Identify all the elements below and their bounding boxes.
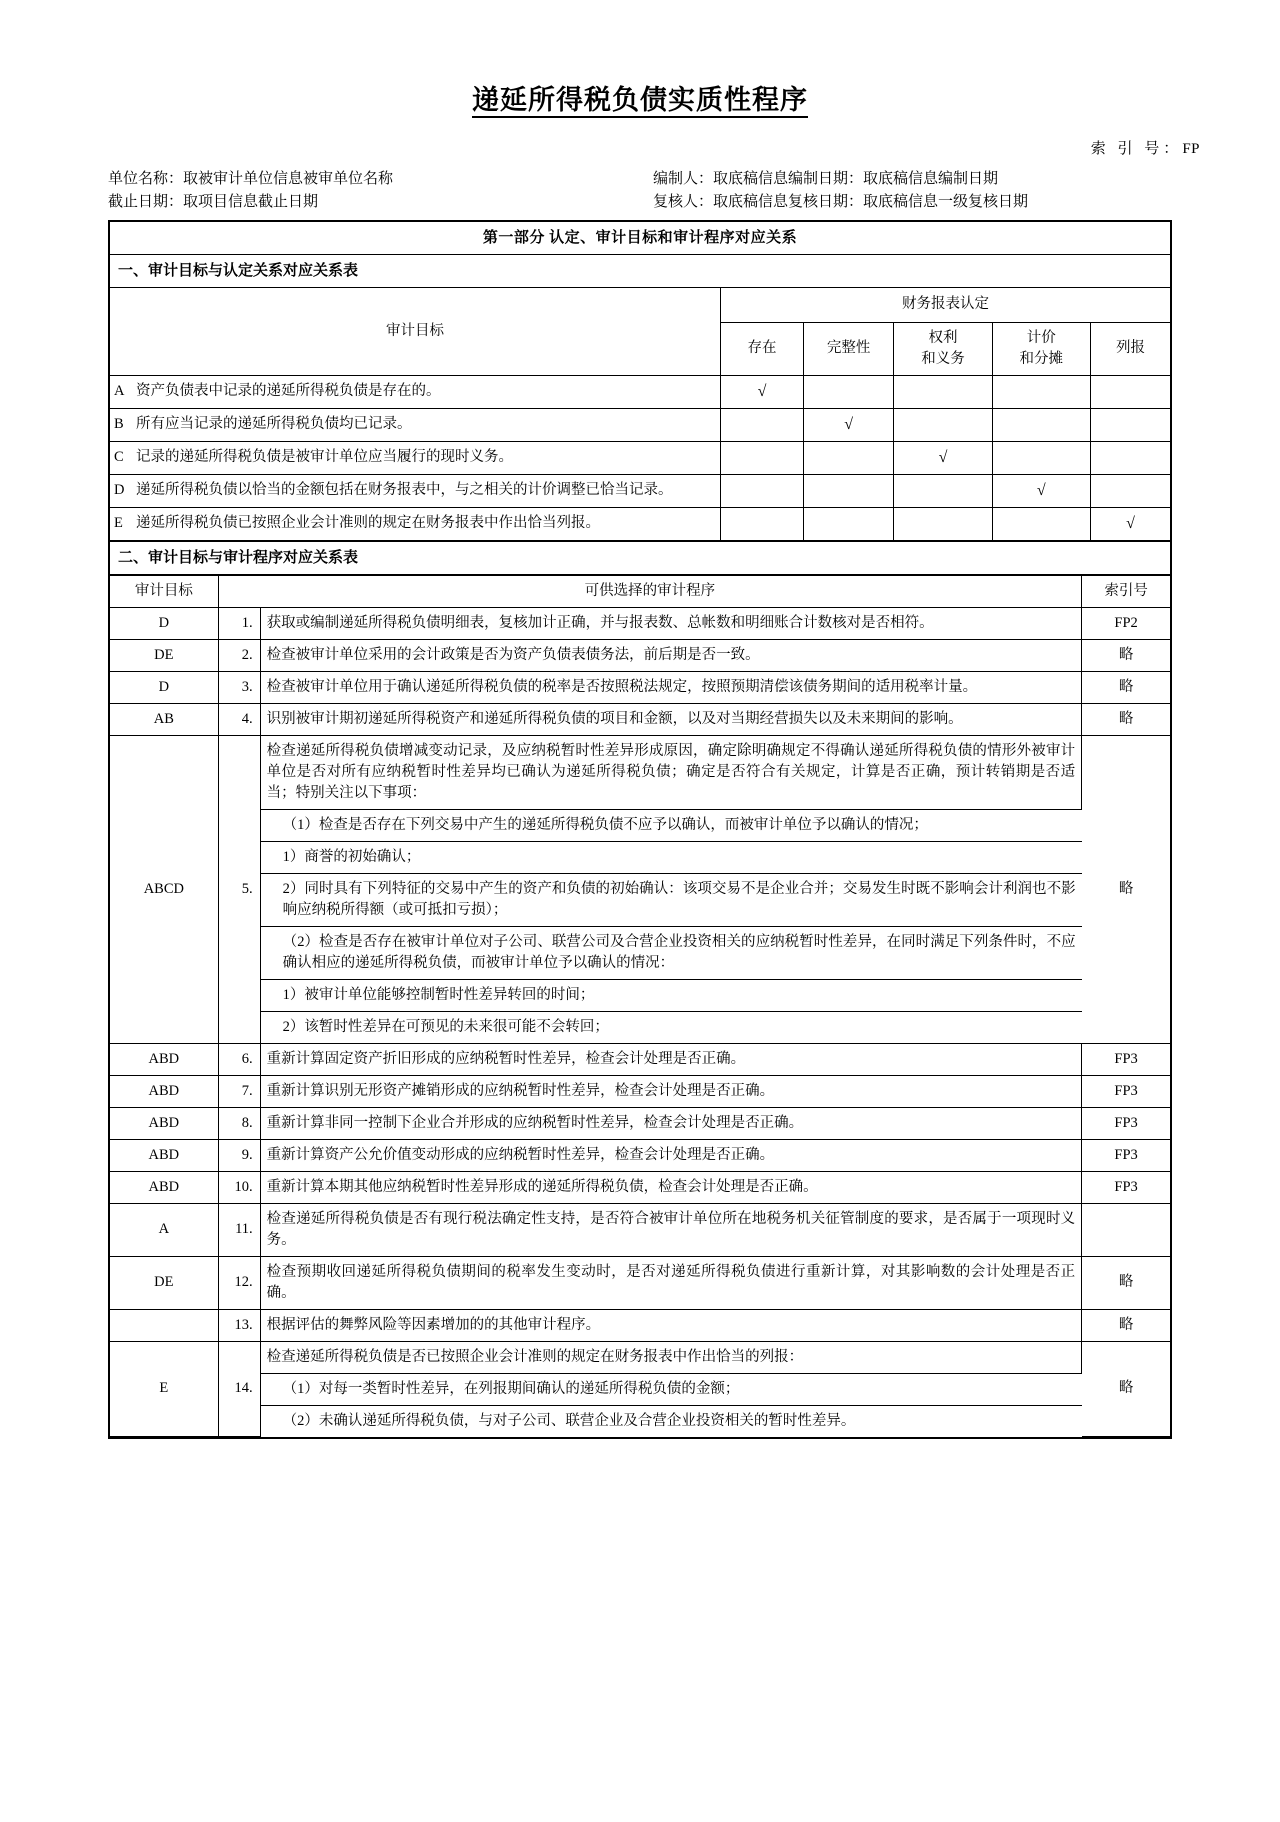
assertion-mark-E-5 — [1090, 507, 1170, 540]
procedure-number: 2. — [218, 639, 260, 671]
table2-header-row — [110, 575, 1170, 607]
objective-B — [110, 408, 721, 441]
assertion-mark-A-1 — [721, 375, 804, 408]
procedure-number: 14. — [218, 1341, 260, 1437]
procedure-text: 检查被审计单位采用的会计政策是否为资产负债表债务法，前后期是否一致。 — [260, 639, 1082, 671]
objectives-assertions-table — [110, 288, 1170, 541]
assertion-mark-A-2 — [803, 375, 894, 408]
objective-text: 记录的递延所得税负债是被审计单位应当履行的现时义务。 — [136, 449, 513, 465]
objective-text: 资产负债表中记录的递延所得税负债是存在的。 — [136, 383, 441, 399]
procedure-text: 根据评估的舞弊风险等因素增加的的其他审计程序。 — [260, 1309, 1082, 1341]
table-row — [110, 441, 1170, 474]
table-row — [110, 1171, 1170, 1203]
procedure-number: 12. — [218, 1256, 260, 1309]
objective-letter: B — [114, 416, 124, 432]
check-icon: √ — [1036, 481, 1046, 499]
index-number — [0, 137, 1280, 158]
assertion-column-1: 存在 — [721, 322, 804, 375]
assertion-mark-E-3 — [894, 507, 992, 540]
table-row — [110, 375, 1170, 408]
check-icon: √ — [1126, 514, 1135, 532]
procedure-text: 检查递延所得税负债是否有现行税法确定性支持，是否符合被审计单位所在地税务机关征管制度的要求，是否属于一项现时义务。 — [260, 1203, 1082, 1256]
table-subrow — [110, 926, 1170, 979]
index-label: 索 引 号： — [1090, 141, 1183, 157]
page-title: 递延所得税负债实质性程序 — [472, 85, 808, 115]
unit-name-value: 取被审计单位信息被审单位名称 — [183, 171, 394, 187]
procedure-number: 1. — [218, 607, 260, 639]
objective-C — [110, 441, 721, 474]
procedure-number: 9. — [218, 1139, 260, 1171]
objective-letter: E — [114, 515, 123, 531]
table-subrow — [110, 809, 1170, 841]
objective-text: 所有应当记录的递延所得税负债均已记录。 — [136, 416, 412, 432]
check-icon: √ — [844, 415, 854, 433]
procedure-goal: ABD — [110, 1139, 218, 1171]
procedure-number: 5. — [218, 735, 260, 1043]
procedure-index: FP3 — [1082, 1171, 1170, 1203]
procedure-index: FP3 — [1082, 1139, 1170, 1171]
assertion-mark-E-1 — [721, 507, 804, 540]
reviewer-info: 复核人：取底稿信息复核日期：取底稿信息一级复核日期 — [653, 194, 1029, 210]
procedure-number: 7. — [218, 1075, 260, 1107]
table-subrow — [110, 1373, 1170, 1405]
procedure-index: 略 — [1082, 1341, 1170, 1437]
table-row — [110, 639, 1170, 671]
procedure-text: 重新计算非同一控制下企业合并形成的应纳税暂时性差异，检查会计处理是否正确。 — [260, 1107, 1082, 1139]
assertion-column-3: 权利 和义务 — [894, 322, 992, 375]
procedure-number: 10. — [218, 1171, 260, 1203]
assertion-mark-B-3 — [894, 408, 992, 441]
table-subrow — [110, 1011, 1170, 1043]
cutoff-date-value: 取项目信息截止日期 — [183, 194, 319, 210]
procedure-subtext: 1）商誉的初始确认； — [260, 841, 1082, 873]
objectives-procedures-table — [110, 575, 1170, 1438]
assertion-column-2: 完整性 — [803, 322, 894, 375]
procedure-goal: E — [110, 1341, 218, 1437]
assertion-mark-C-5 — [1090, 441, 1170, 474]
unit-name — [108, 168, 653, 191]
table-row — [110, 607, 1170, 639]
assertion-mark-A-3 — [894, 375, 992, 408]
procedure-index: 略 — [1082, 1309, 1170, 1341]
index-value: FP — [1182, 141, 1200, 157]
procedure-goal: DE — [110, 639, 218, 671]
table-row — [110, 1075, 1170, 1107]
assertion-mark-B-1 — [721, 408, 804, 441]
table-subrow — [110, 1405, 1170, 1437]
table-row — [110, 408, 1170, 441]
procedure-subtext: 1）被审计单位能够控制暂时性差异转回的时间； — [260, 979, 1082, 1011]
assertion-mark-A-5 — [1090, 375, 1170, 408]
objective-letter: D — [114, 482, 125, 498]
objective-text: 递延所得税负债已按照企业会计准则的规定在财务报表中作出恰当列报。 — [136, 515, 600, 531]
table-row — [110, 507, 1170, 540]
procedure-text: 检查递延所得税负债增减变动记录，及应纳税暂时性差异形成原因，确定除明确规定不得确认递延所得税负债的情形外被审计单位是否对所有应纳税暂时性差异均已确认为递延所得税负债；确定是否符合有关规定，计算是否正确，预计转销期是否适当；特别关注以下事项： — [260, 735, 1082, 809]
table-row — [110, 1256, 1170, 1309]
procedure-index: 略 — [1082, 1256, 1170, 1309]
procedure-header: 可供选择的审计程序 — [218, 575, 1081, 607]
procedure-index: FP3 — [1082, 1075, 1170, 1107]
objective-text: 递延所得税负债以恰当的金额包括在财务报表中，与之相关的计价调整已恰当记录。 — [136, 482, 673, 498]
cutoff-date — [108, 191, 653, 214]
table-row — [110, 671, 1170, 703]
assertion-mark-E-4 — [992, 507, 1090, 540]
goal-header: 审计目标 — [110, 575, 218, 607]
assertion-mark-E-2 — [803, 507, 894, 540]
procedure-text: 获取或编制递延所得税负债明细表，复核加计正确，并与报表数、总帐数和明细账合计数核对是否相符。 — [260, 607, 1082, 639]
procedure-goal — [110, 1309, 218, 1341]
assertion-mark-B-2 — [803, 408, 894, 441]
procedure-goal: A — [110, 1203, 218, 1256]
objective-letter: C — [114, 449, 124, 465]
procedure-goal: AB — [110, 703, 218, 735]
table-row — [110, 1139, 1170, 1171]
procedure-index: FP2 — [1082, 607, 1170, 639]
assertion-mark-D-3 — [894, 474, 992, 507]
assertion-column-5: 列报 — [1090, 322, 1170, 375]
procedure-text: 重新计算资产公允价值变动形成的应纳税暂时性差异，检查会计处理是否正确。 — [260, 1139, 1082, 1171]
assertion-mark-B-4 — [992, 408, 1090, 441]
check-icon: √ — [938, 448, 948, 466]
table1-header-row-1 — [110, 288, 1170, 322]
objective-D — [110, 474, 721, 507]
main-frame — [108, 220, 1172, 1439]
assertion-mark-D-1 — [721, 474, 804, 507]
procedure-index: 略 — [1082, 639, 1170, 671]
procedure-goal: D — [110, 671, 218, 703]
procedure-index — [1082, 1203, 1170, 1256]
meta-row-1 — [108, 168, 1280, 191]
procedure-index: FP3 — [1082, 1107, 1170, 1139]
procedure-index: FP3 — [1082, 1043, 1170, 1075]
document-meta — [0, 168, 1280, 214]
procedure-number: 13. — [218, 1309, 260, 1341]
table-subrow — [110, 841, 1170, 873]
table-row — [110, 474, 1170, 507]
assertion-mark-B-5 — [1090, 408, 1170, 441]
objective-letter: A — [114, 383, 125, 399]
procedure-goal: DE — [110, 1256, 218, 1309]
procedure-text: 检查递延所得税负债是否已按照企业会计准则的规定在财务报表中作出恰当的列报： — [260, 1341, 1082, 1373]
procedure-goal: ABD — [110, 1171, 218, 1203]
procedure-number: 8. — [218, 1107, 260, 1139]
assertion-mark-A-4 — [992, 375, 1090, 408]
procedure-text: 识别被审计期初递延所得税资产和递延所得税负债的项目和金额，以及对当期经营损失以及未来期间的影响。 — [260, 703, 1082, 735]
procedure-subtext: 2）该暂时性差异在可预见的未来很可能不会转回； — [260, 1011, 1082, 1043]
procedure-subtext: （2）未确认递延所得税负债，与对子公司、联营企业及合营企业投资相关的暂时性差异。 — [260, 1405, 1082, 1437]
table-subrow — [110, 873, 1170, 926]
assertion-mark-C-4 — [992, 441, 1090, 474]
section-one-title: 一、审计目标与认定关系对应关系表 — [110, 255, 1170, 288]
procedure-goal: D — [110, 607, 218, 639]
preparer-info: 编制人：取底稿信息编制日期：取底稿信息编制日期 — [653, 171, 999, 187]
cutoff-date-label: 截止日期： — [108, 194, 184, 210]
table-row — [110, 1309, 1170, 1341]
table-row — [110, 1203, 1170, 1256]
assertion-mark-C-2 — [803, 441, 894, 474]
part-one-band: 第一部分 认定、审计目标和审计程序对应关系 — [110, 222, 1170, 255]
procedure-goal: ABD — [110, 1107, 218, 1139]
procedure-index: 略 — [1082, 703, 1170, 735]
procedure-subtext: （1）对每一类暂时性差异，在列报期间确认的递延所得税负债的金额； — [260, 1373, 1082, 1405]
procedure-index: 略 — [1082, 735, 1170, 1043]
procedure-text: 重新计算固定资产折旧形成的应纳税暂时性差异，检查会计处理是否正确。 — [260, 1043, 1082, 1075]
procedure-index: 略 — [1082, 671, 1170, 703]
assertion-group-header: 财务报表认定 — [721, 288, 1170, 322]
assertion-mark-C-1 — [721, 441, 804, 474]
procedure-text: 重新计算识别无形资产摊销形成的应纳税暂时性差异，检查会计处理是否正确。 — [260, 1075, 1082, 1107]
table-row — [110, 703, 1170, 735]
meta-row-2 — [108, 191, 1280, 214]
table-row — [110, 1107, 1170, 1139]
procedure-number: 11. — [218, 1203, 260, 1256]
procedure-number: 3. — [218, 671, 260, 703]
procedure-goal: ABD — [110, 1075, 218, 1107]
procedure-number: 4. — [218, 703, 260, 735]
index-header: 索引号 — [1082, 575, 1170, 607]
table-row — [110, 735, 1170, 809]
assertion-mark-D-4 — [992, 474, 1090, 507]
procedure-number: 6. — [218, 1043, 260, 1075]
table-subrow — [110, 979, 1170, 1011]
table-row — [110, 1043, 1170, 1075]
assertion-column-4: 计价 和分摊 — [992, 322, 1090, 375]
procedure-goal: ABD — [110, 1043, 218, 1075]
section-two-title: 二、审计目标与审计程序对应关系表 — [110, 541, 1170, 575]
procedure-goal: ABCD — [110, 735, 218, 1043]
objective-E — [110, 507, 721, 540]
procedure-text: 重新计算本期其他应纳税暂时性差异形成的递延所得税负债，检查会计处理是否正确。 — [260, 1171, 1082, 1203]
objective-A — [110, 375, 721, 408]
procedure-text: 检查被审计单位用于确认递延所得税负债的税率是否按照税法规定，按照预期清偿该债务期间的适用税率计量。 — [260, 671, 1082, 703]
assertion-mark-D-2 — [803, 474, 894, 507]
unit-name-label: 单位名称： — [108, 171, 184, 187]
procedure-subtext: 2）同时具有下列特征的交易中产生的资产和负债的初始确认：该项交易不是企业合并；交易发生时既不影响会计利润也不影响应纳税所得额（或可抵扣亏损）； — [260, 873, 1082, 926]
assertion-mark-C-3 — [894, 441, 992, 474]
procedure-subtext: （2）检查是否存在被审计单位对子公司、联营公司及合营企业投资相关的应纳税暂时性差异，在同时满足下列条件时，不应确认相应的递延所得税负债，而被审计单位予以确认的情况： — [260, 926, 1082, 979]
objective-header: 审计目标 — [110, 288, 721, 375]
assertion-mark-D-5 — [1090, 474, 1170, 507]
procedure-subtext: （1）检查是否存在下列交易中产生的递延所得税负债不应予以确认，而被审计单位予以确认的情况； — [260, 809, 1082, 841]
table-row — [110, 1341, 1170, 1373]
procedure-text: 检查预期收回递延所得税负债期间的税率发生变动时，是否对递延所得税负债进行重新计算，对其影响数的会计处理是否正确。 — [260, 1256, 1082, 1309]
check-icon: √ — [757, 382, 767, 400]
